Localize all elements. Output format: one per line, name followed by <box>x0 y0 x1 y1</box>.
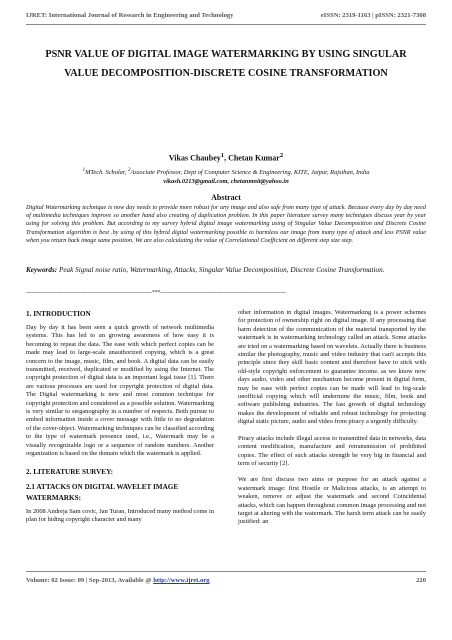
affiliation-role: Associate Professor, Dept of Computer Science & Engineering, KITE, Jaipur, Rajsthan, India <box>130 169 370 177</box>
author-name: Vikas Chaubey <box>168 153 221 163</box>
keywords <box>26 265 426 277</box>
page-number: 220 <box>416 577 426 584</box>
keywords-label: Keywords: <box>26 266 58 274</box>
running-footer <box>26 577 426 584</box>
author-superscript: 2 <box>279 152 284 159</box>
keywords-text: Peak Signal noise ratio, Watermarking, Attacks, Singular Value Decomposition, Discrete Cosine Transformation. <box>57 266 385 274</box>
author-separator: , <box>224 153 229 163</box>
author-superscript: 1 <box>220 152 225 159</box>
volume-info: Volume: 02 Issue: 09 | Sep-2013, Available @ <box>26 577 154 584</box>
header-divider <box>26 24 426 25</box>
abstract-heading: Abstract <box>211 193 241 202</box>
right-column <box>238 309 426 535</box>
affiliation-superscript: 2 <box>127 167 131 173</box>
footer-volume <box>26 577 210 584</box>
running-header <box>26 12 426 19</box>
body-paragraph: Day by day it has been seen a quick growth of network multimedia systems. This has led to an growing awareness of how easy it is becoming to repeat the data. The ease with which perfect copies can be made may lead to large-scale unauthorized copying, which is a great concern to the image, music, film, and book. A digital data can be easily transmitted, received, duplicated or modified by using the Internet. The copyright protection of digital data is an important legal issue [1]. There are various processes are used for copyright protection of digital data. The Digital watermarking is new and most common technique for copyright protection and considered as a possible solution. Watermarking is very similar to steganography in a number of respects. Both pursue to embed information inside a cover message with little to no degradation of the cover-object. Watermarking techniques can be classified according to the type of watermark presence used, i.e., Watermark may be a visually recognizable logo or a sequence of random numbers. Another organization is based on the domain which the watermark is applied. <box>26 324 214 458</box>
body-paragraph: In 2008 Andreja Sam covic, Jan Turan, Introduced many method come in plan for hiding copyright character and many <box>26 507 214 523</box>
author-emails: vikash.0213@gmail.com, chetanmnit@yahoo.in <box>163 177 289 185</box>
affiliation <box>26 166 426 186</box>
subsection-heading: 2.1 ATTACKS ON DIGITAL WAVELET IMAGE WATERMARKS: <box>26 482 179 502</box>
affiliation-line <box>26 166 426 178</box>
footer-divider <box>26 571 426 572</box>
section-heading: 2. LITERATURE SURVEY: <box>26 467 114 476</box>
section-separator: ----------------------------------------------------------------------***---------------------------------------------------------------------- <box>26 290 287 296</box>
author-list <box>26 152 426 163</box>
journal-name: IJRET: International Journal of Research in Engineering and Technology <box>26 12 234 19</box>
affiliation-superscript: 1 <box>82 167 86 173</box>
left-column <box>26 309 214 532</box>
section-heading: 1. INTRODUCTION <box>26 310 91 318</box>
paper-title: PSNR VALUE OF DIGITAL IMAGE WATERMARKING BY USING SINGULAR VALUE DECOMPOSITION-DISCRETE COSINE TRANSFORMATION <box>45 49 407 79</box>
abstract-text: Digital Watermarking technique is now day needs to provide more robust for any image and also safe from many type of attack. Because every day by day need of multimedia techniques improve so another hand also creating of duplication problem. In this paper literature survey many techniques discuss year by year using for solving this problem. But according to my survey hybrid digital image watermarking using of Singular Value Decomposition and Discrete Cosine Transformation algorithm is best .by using of this hybrid digital watermarking possible to harmless our image from many type of attack and less PSNR value when you return back image same position. We are also calculating the value of Correlational Coefficient on different step size step. <box>26 204 426 244</box>
issn: eISSN: 2319-1163 | pISSN: 2321-7308 <box>320 12 426 19</box>
affiliation-role: MTech. Scholar, <box>85 169 128 177</box>
author-name: Chetan Kumar <box>228 153 280 163</box>
body-paragraph: Piracy attacks include illegal access to transmitted data in networks, data content modification, manufacture and retransmission of prohibited copies. The effect of such attacks strength be very big in financial and term of security [2]. <box>238 434 426 467</box>
body-paragraph: We are first discuss two aims or purpose for an attack against a watermark image: first Hostile or Malicious attacks, is an attempt to weaken, remove or adjust the watermark and second Coincidental attacks, which can happen throughout common image processing and not target at altering with the watermark. The harsh term attack can be easily justified: an <box>238 476 426 526</box>
body-paragraph: other information in digital images. Watermarking is a power schemes for protection of ownership right on digital image. If any processing that harm detection of the communication of the material transported by the watermark is in watermarking technology called an attack. Some attacks are tried on a watermarking based on wavelets. Actually there is business similar the photography, music and video industry that can't accepts this principle since they skill basic content and therefore have to stick with old-style copyright enforcement to guarantee income. as we know now days audio, video and other mechanism become present in digital form, may be ease with perfect copies can be made will lead to big-scale unofficial copying which will undermine the music, film, book and software publishing industries. The fast growth of digital technology makes the development of reliable and robust technology for protecting digital static picture, audio and video from piracy a urgently difficulty. <box>238 309 426 426</box>
journal-link[interactable]: http://www.ijret.org <box>153 577 210 584</box>
